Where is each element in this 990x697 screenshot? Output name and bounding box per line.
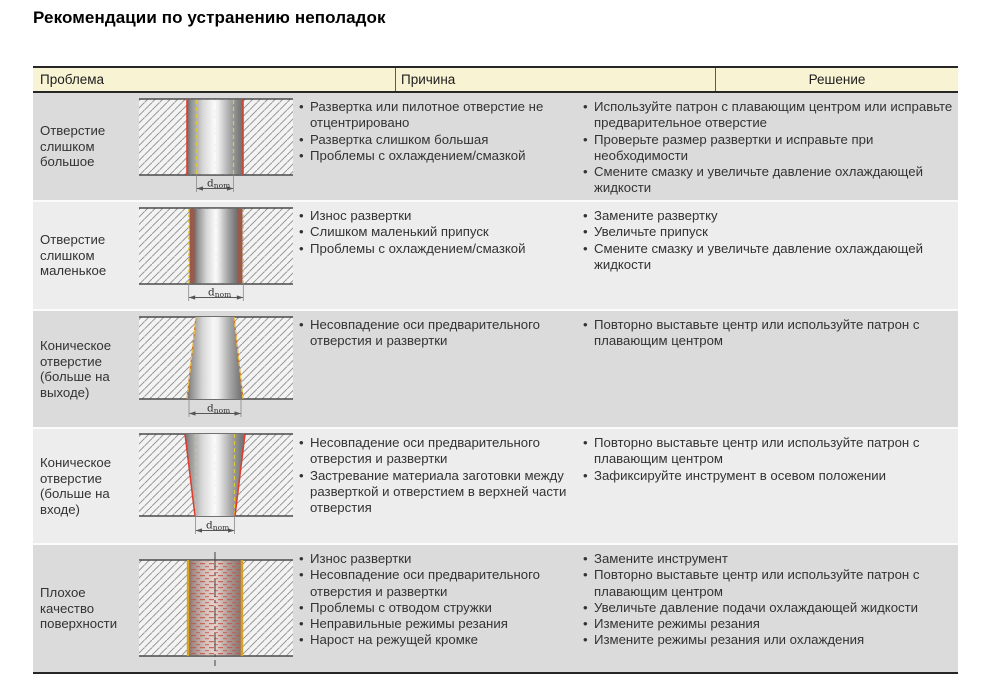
taper-bigger-at-entry-diagram	[137, 431, 295, 541]
cause-item: • Развертка или пилотное отверстие не отцентрировано	[299, 99, 576, 132]
diagram-cell	[136, 429, 296, 543]
dimension-label: dnom	[207, 402, 231, 415]
dimension-label: dnom	[206, 519, 230, 532]
solution-item: • Повторно выставьте центр или используйте патрон с плавающим центром	[583, 435, 954, 468]
solution-cell	[580, 545, 958, 672]
troubleshooting-table	[33, 66, 958, 674]
cause-cell	[296, 93, 580, 200]
table-row	[33, 427, 958, 543]
solution-item: • Проверьте размер развертки и исправьте при необходимости	[583, 132, 954, 165]
table-header-row	[33, 66, 958, 93]
cause-item: • Проблемы с охлаждением/смазкой	[299, 148, 576, 164]
diagram-cell	[136, 202, 296, 309]
cause-cell	[296, 545, 580, 672]
header-solution: Решение	[715, 68, 958, 91]
solution-item: • Используйте патрон с плавающим центром или исправьте предварительное отверстие	[583, 99, 954, 132]
dimension-label: dnom	[208, 286, 232, 299]
solution-cell	[580, 429, 958, 543]
poor-surface-finish-diagram	[137, 550, 295, 668]
solution-item: • Увеличьте давление подачи охлаждающей жидкости	[583, 600, 954, 616]
cause-item: • Несовпадение оси предварительного отверстия и развертки	[299, 435, 576, 468]
taper-bigger-at-exit-diagram	[137, 314, 295, 424]
solution-item: • Замените инструмент	[583, 551, 954, 567]
cause-item: • Развертка слишком большая	[299, 132, 576, 148]
cause-item: • Несовпадение оси предварительного отверстия и развертки	[299, 317, 576, 350]
solution-cell	[580, 93, 958, 200]
problem-cell: Плохое качество поверхности	[40, 585, 118, 632]
solution-cell	[580, 202, 958, 309]
diagram-cell	[136, 311, 296, 427]
table-row	[33, 93, 958, 200]
table-row	[33, 543, 958, 672]
page-title: Рекомендации по устранению неполадок	[33, 8, 386, 27]
solution-item: • Смените смазку и увеличьте давление охлаждающей жидкости	[583, 164, 954, 197]
problem-cell: Отверстие слишком маленькое	[40, 232, 107, 279]
cause-cell	[296, 429, 580, 543]
cause-item: • Износ развертки	[299, 551, 576, 567]
cause-cell	[296, 202, 580, 309]
hole-too-big-diagram	[137, 95, 295, 199]
cause-cell	[296, 311, 580, 427]
solution-item: • Увеличьте припуск	[583, 224, 954, 240]
solution-item: • Повторно выставьте центр или используйте патрон с плавающим центром	[583, 567, 954, 600]
cause-item: • Неправильные режимы резания	[299, 616, 576, 632]
table-row	[33, 309, 958, 427]
problem-cell: Коническое отверстие (больше на выходе)	[40, 338, 112, 400]
cause-item: • Проблемы с отводом стружки	[299, 600, 576, 616]
solution-item: • Смените смазку и увеличьте давление охлаждающей жидкости	[583, 241, 954, 274]
cause-item: • Застревание материала заготовки между разверткой и отверстием в верхней части отверстия	[299, 468, 576, 517]
header-problem: Проблема	[40, 72, 105, 87]
problem-cell: Коническое отверстие (больше на входе)	[40, 455, 112, 517]
solution-item: • Повторно выставьте центр или используйте патрон с плавающим центром	[583, 317, 954, 350]
solution-item: • Замените развертку	[583, 208, 954, 224]
solution-cell	[580, 311, 958, 427]
table-row	[33, 200, 958, 309]
diagram-cell	[136, 93, 296, 200]
hole-too-small-diagram	[137, 204, 295, 308]
cause-item: • Износ развертки	[299, 208, 576, 224]
header-cause: Причина	[395, 68, 715, 91]
cause-item: • Нарост на режущей кромке	[299, 632, 576, 648]
cause-item: • Проблемы с охлаждением/смазкой	[299, 241, 576, 257]
cause-item: • Слишком маленький припуск	[299, 224, 576, 240]
diagram-cell	[136, 545, 296, 672]
table-body	[33, 93, 958, 674]
dimension-label: dnom	[207, 177, 231, 190]
problem-cell: Отверстие слишком большое	[40, 123, 106, 170]
solution-item: • Измените режимы резания или охлаждения	[583, 632, 954, 648]
solution-item: • Зафиксируйте инструмент в осевом положении	[583, 468, 954, 484]
cause-item: • Несовпадение оси предварительного отверстия и развертки	[299, 567, 576, 600]
solution-item: • Измените режимы резания	[583, 616, 954, 632]
